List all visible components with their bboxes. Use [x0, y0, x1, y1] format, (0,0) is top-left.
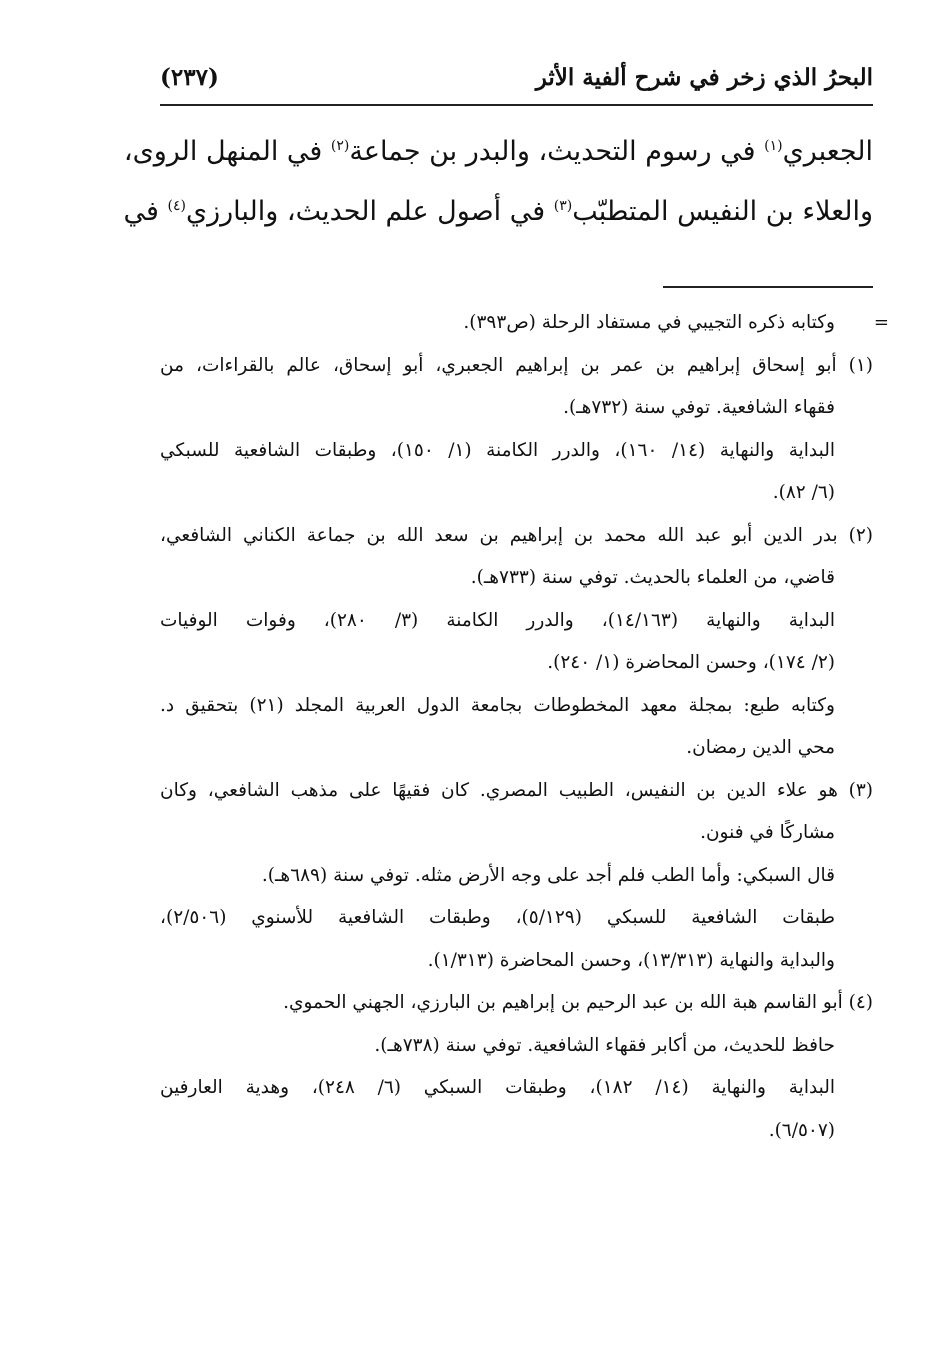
- page-header: [160, 60, 873, 106]
- page-number: (٢٣٧): [160, 64, 219, 91]
- footnote-line: البداية والنهاية (١٤/١٦٣)، والدرر الكامنة (٣/ ٢٨٠)، وفوات الوفيات: [160, 609, 835, 631]
- text-run: في أصول علم الحديث، والبارزي: [185, 196, 554, 227]
- main-line: [123, 122, 873, 182]
- footnote-line: (٢/ ١٧٤)، وحسن المحاضرة (١/ ٢٤٠).: [547, 652, 835, 673]
- footnote-line: (١) أبو إسحاق إبراهيم بن عمر بن إبراهيم الجعبري، أبو إسحاق، عالم بالقراءات، من: [160, 354, 873, 376]
- text-run: والعلاء بن النفيس المتطبّب: [572, 196, 873, 227]
- footnote-line: مشاركًا في فنون.: [700, 822, 835, 843]
- running-title: البحرُ الذي زخر في شرح ألفية الأثر: [535, 64, 873, 91]
- main-line: [123, 182, 873, 242]
- footnotes: [160, 302, 873, 1152]
- footnote-line: البداية والنهاية (١٤/ ١٦٠)، والدرر الكامنة (١/ ١٥٠)، وطبقات الشافعية للسبكي: [160, 439, 835, 461]
- footnote-line: (٤) أبو القاسم هبة الله بن عبد الرحيم بن إبراهيم بن البارزي، الجهني الحموي.: [283, 992, 873, 1013]
- continuation-marker: =: [873, 312, 889, 333]
- footnote-ref[interactable]: (٣): [553, 198, 573, 214]
- footnote-line: (٦/٥٠٧).: [768, 1119, 835, 1141]
- footnote-line: قاضي، من العلماء بالحديث. توفي سنة (٧٣٣هـ).: [470, 567, 835, 588]
- footnote-line: والبداية والنهاية (١٣/٣١٣)، وحسن المحاضرة (١/٣١٣).: [427, 949, 835, 971]
- main-text: [123, 122, 873, 242]
- footnote-line: وكتابه ذكره التجيبي في مستفاد الرحلة (ص٣٩٣).: [463, 312, 835, 333]
- footnote-line: حافظ للحديث، من أكابر فقهاء الشافعية. توفي سنة (٧٣٨هـ).: [374, 1034, 835, 1056]
- footnote-line: البداية والنهاية (١٤/ ١٨٢)، وطبقات السبكي (٦/ ٢٤٨)، وهدية العارفين: [160, 1077, 836, 1098]
- footnote-ref[interactable]: (٤): [167, 198, 186, 214]
- footnote-line: طبقات الشافعية للسبكي (٥/١٢٩)، وطبقات الشافعية للأسنوي (٢/٥٠٦)،: [160, 907, 836, 928]
- footnote-separator: [663, 286, 873, 288]
- footnote-line: قال السبكي: وأما الطب فلم أجد على وجه الأرض مثله. توفي سنة (٦٨٩هـ).: [261, 864, 835, 886]
- footnote-line: وكتابه طبع: بمجلة معهد المخطوطات بجامعة الدول العربية المجلد (٢١) بتحقيق د.: [160, 694, 835, 716]
- text-run: في: [123, 196, 168, 227]
- text-run: الجعبري: [782, 136, 873, 167]
- footnote-ref[interactable]: (١): [764, 138, 783, 154]
- text-run: في المنهل الروى،: [123, 136, 331, 167]
- text-run: في رسوم التحديث، والبدر بن جماعة: [349, 136, 765, 167]
- footnote-line: (٢) بدر الدين أبو عبد الله محمد بن إبراهيم بن سعد الله بن جماعة الكناني الشافعي،: [160, 524, 873, 546]
- footnote-line: فقهاء الشافعية. توفي سنة (٧٣٢هـ).: [563, 397, 835, 418]
- footnote-line: (٣) هو علاء الدين بن النفيس، الطبيب المصري. كان فقيهًا على مذهب الشافعي، وكان: [160, 779, 873, 801]
- footnote-line: محي الدين رمضان.: [686, 737, 835, 758]
- footnote-ref[interactable]: (٢): [330, 138, 350, 154]
- footnote-line: (٦/ ٨٢).: [772, 482, 835, 503]
